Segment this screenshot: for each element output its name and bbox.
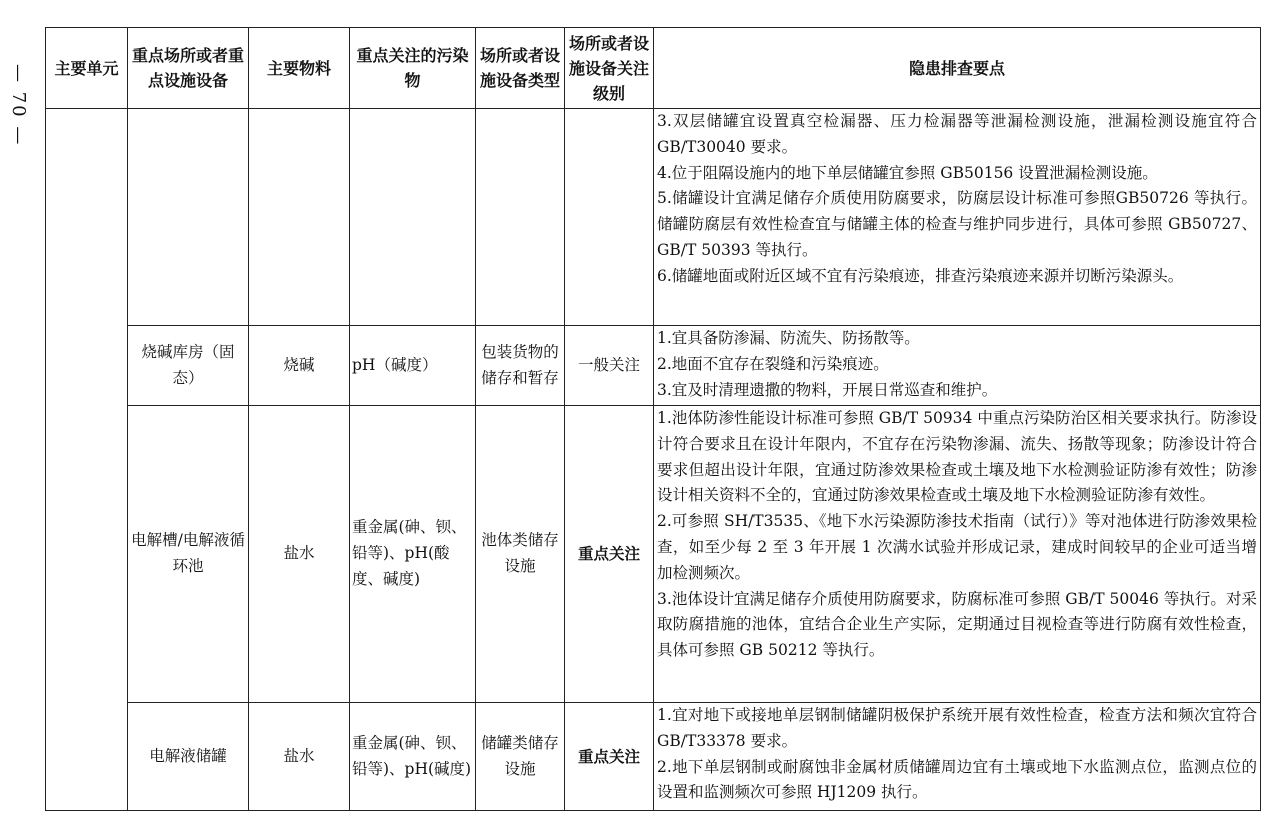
type-cell: 池体类储存设施 [476,406,565,703]
header-material: 主要物料 [249,28,350,109]
level-cell: 一般关注 [565,326,654,406]
level-cell: 重点关注 [565,406,654,703]
points-cell [654,326,1261,406]
material-cell: 烧碱 [249,326,350,406]
material-cell: 盐水 [249,406,350,703]
inspection-point: 1.宜对地下或接地单层钢制储罐阴极保护系统开展有效性检查，检查方法和频次宜符合 GB/T33378 要求。 [657,706,1257,750]
pollutant-cell: 重金属(砷、钡、铅等)、pH(酸度、碱度) [350,406,476,703]
level-cell [565,109,654,326]
header-points: 隐患排查要点 [654,28,1261,109]
inspection-point: 3.池体设计宜满足储存介质使用防腐要求，防腐标准可参照 GB/T 50046 等执行。对采取防腐措施的池体，宜结合企业生产实际，定期通过目视检查等进行防腐有效性检查，具体可参照 GB 50212 等执行。 [657,589,1257,660]
header-unit: 主要单元 [46,28,128,109]
place-cell: 烧碱库房（固态） [128,326,249,406]
header-place: 重点场所或者重点设施设备 [128,28,249,109]
inspection-point: 4.位于阻隔设施内的地下单层储罐宜参照 GB50156 设置泄漏检测设施。 [657,163,1158,182]
inspection-point: 1.宜具备防渗漏、防流失、防扬散等。 [657,329,920,347]
inspection-point: 2.地下单层钢制或耐腐蚀非金属材质储罐周边宜有土壤或地下水监测点位，监测点位的设置和监测频次可参照 HJ1209 执行。 [657,757,1257,802]
inspection-point: 6.储罐地面或附近区域不宜有污染痕迹，排查污染痕迹来源并切断污染源头。 [657,266,1184,285]
type-cell: 储罐类储存设施 [476,703,565,811]
type-cell: 包装货物的储存和暂存 [476,326,565,406]
place-cell: 电解槽/电解液循环池 [128,406,249,703]
inspection-point: 3.宜及时清理遗撒的物料，开展日常巡查和维护。 [657,380,998,399]
type-cell [476,109,565,326]
inspection-point: 2.可参照 SH/T3535、《地下水污染源防渗技术指南（试行）》等对池体进行防渗效果检查，如至少每 2 至 3 年开展 1 次满水试验并形成记录，建成时间较早的企业可适当增加检测频次。 [657,512,1257,582]
points-cell [654,703,1261,811]
inspection-point: 5.储罐设计宜满足储存介质使用防腐要求，防腐层设计标准可参照GB50726 等执行。储罐防腐层有效性检查宜与储罐主体的检查与维护同步进行，具体可参照 GB50727、GB/T 50393 等执行。 [657,189,1257,259]
header-type: 场所或者设施设备类型 [476,28,565,109]
pollutant-cell [350,109,476,326]
points-cell [654,406,1261,703]
table-row [46,703,1261,811]
pollutant-cell: pH（碱度） [350,326,476,406]
table-row [46,326,1261,406]
inspection-point: 3.双层储罐宜设置真空检漏器、压力检漏器等泄漏检测设施，泄漏检测设施宜符合 GB/T30040 要求。 [657,112,1257,156]
table-row [46,406,1261,703]
page-number: — 70 — [8,63,29,147]
inspection-point: 1.池体防渗性能设计标准可参照 GB/T 50934 中重点污染防治区相关要求执行。防渗设计符合要求且在设计年限内，不宜存在污染物渗漏、流失、扬散等现象；防渗设计符合要求但超出设计年限，宜通过防渗效果检查或土壤及地下水检测验证防渗有效性；防渗设计相关资料不全的，宜通过防渗效果检查或土壤及地下水检测验证防渗有效性。 [657,409,1257,505]
pollutant-cell: 重金属(砷、钡、铅等)、pH(碱度) [350,703,476,811]
place-cell: 电解液储罐 [128,703,249,811]
hazard-inspection-table [45,27,1261,811]
header-row [46,28,1261,109]
level-cell: 重点关注 [565,703,654,811]
header-level: 场所或者设施设备关注级别 [565,28,654,109]
inspection-point: 2.地面不宜存在裂缝和污染痕迹。 [657,354,889,373]
table-row [46,109,1261,326]
points-cell [654,109,1261,326]
material-cell: 盐水 [249,703,350,811]
header-pollutant: 重点关注的污染物 [350,28,476,109]
material-cell [249,109,350,326]
unit-cell [46,109,128,811]
place-cell [128,109,249,326]
